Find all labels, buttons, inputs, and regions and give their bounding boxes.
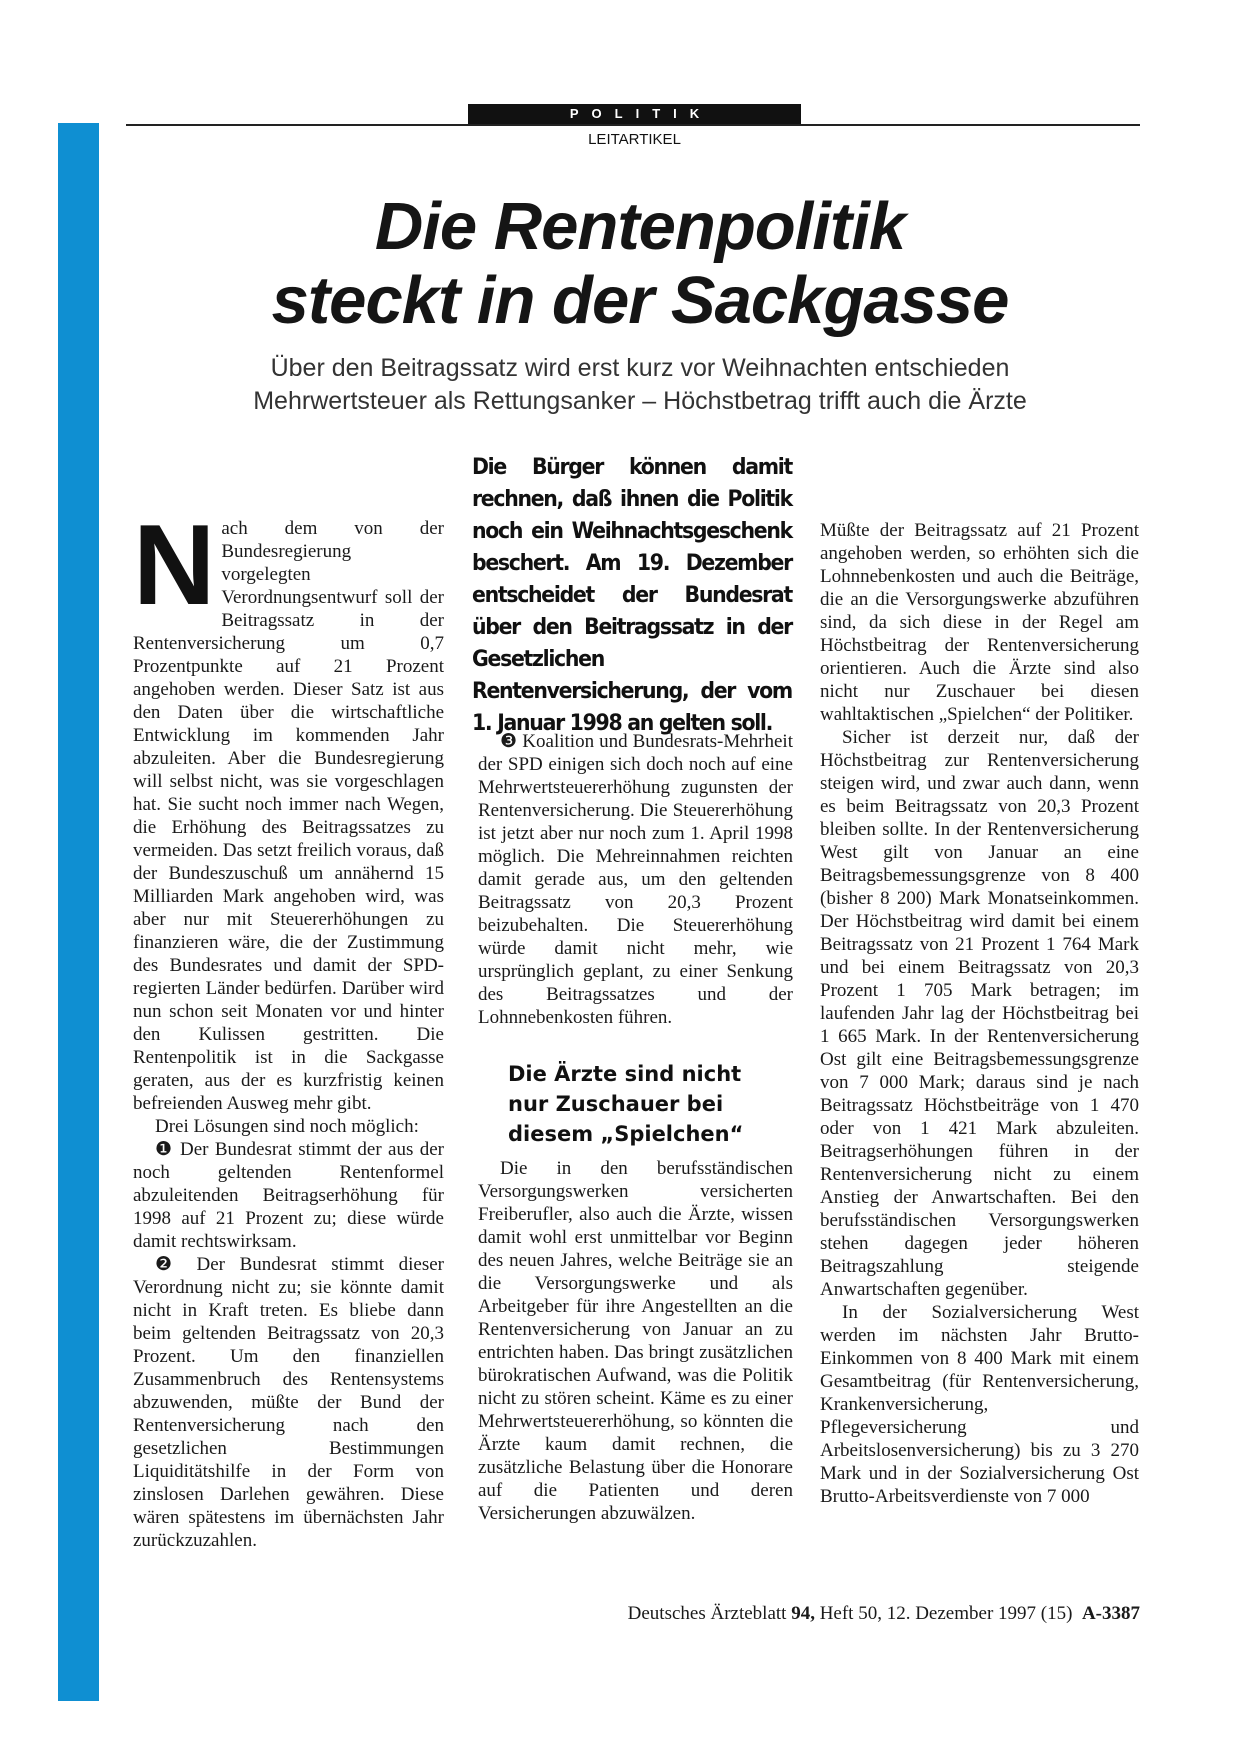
column-2	[478, 730, 793, 1525]
subtitle-line-1: Über den Beitragssatz wird erst kurz vor Weihnachten entschieden	[270, 354, 1010, 382]
paragraph-text: ach dem von der Bundesregierung vorgelegten Verordnungsentwurf soll der Beitragssatz in der Rentenversicherung um 0,7 Prozentpunkte auf 21 Prozent angehoben werden. Dieser Satz ist aus den Daten über die wirtschaftliche Entwicklung im kommenden Jahr abzuleiten. Aber die Bundesregierung will selbst nicht, was sie vorgeschlagen hat. Sie sucht noch immer nach Wegen, die Erhöhung des Beitragssatzes zu vermeiden. Das setzt freilich voraus, daß der Bundeszuschuß um annähernd 15 Milliarden Mark angehoben wird, was aber nur mit Steuererhöhungen zu finanzieren wäre, die der Zustimmung des Bundesrates und damit der SPD-regierten Länder bedürfen. Darüber wird nun schon seit Monaten vor und hinter den Kulissen gestritten. Die Rentenpolitik ist in die Sackgasse geraten, aus der es kurzfristig keinen befreienden Ausweg mehr gibt.	[133, 518, 444, 1114]
paragraph: In der Sozialversicherung West werden im nächsten Jahr Brutto-Einkommen von 8 400 Mark mit einem Gesamtbeitrag (für Rentenversicherung, Krankenversicherung, Pflegeversicherung und Arbeitslosenversicherung) bis zu 3 270 Mark und in der Sozialversicherung Ost Brutto-Arbeitsverdienste von 7 000	[820, 1302, 1139, 1507]
subheading-line-1: Die Ärzte sind nicht	[508, 1062, 742, 1086]
header-rule	[126, 124, 1140, 126]
journal-name: Deutsches Ärzteblatt	[627, 1603, 787, 1624]
section-label: POLITIK	[468, 104, 801, 124]
article-subtitle	[0, 352, 1240, 418]
lead-paragraph: Die Bürger können damit rechnen, daß ihnen die Politik noch ein Weihnachtsgeschenk beschert. Am 19. Dezember entscheidet der Bundesrat über den Beitragssatz in der Gesetzlichen Rentenversicherung, der vom 1. Januar 1998 an gelten soll.	[472, 455, 792, 736]
paragraph: Müßte der Beitragssatz auf 21 Prozent angehoben werden, so erhöhten sich die Lohnnebenkosten und auch die Beiträge, die an die Versorgungswerke abzuführen sind, da sich diese in der Regel am Höchstbeitrag der Rentenversicherung orientieren. Auch die Ärzte sind also nicht nur Zuschauer bei diesen wahltaktischen „Spielchen“ der Politiker.	[820, 520, 1139, 725]
article-title	[0, 190, 1240, 338]
subtitle-line-2: Mehrwertsteuer als Rettungsanker – Höchstbetrag trifft auch die Ärzte	[253, 387, 1027, 415]
paragraph: Drei Lösungen sind noch möglich:	[155, 1116, 419, 1137]
subsection-label: LEITARTIKEL	[588, 131, 681, 148]
drop-cap: N	[133, 502, 216, 629]
journal-issue: Heft 50, 12. Dezember 1997 (15)	[819, 1603, 1073, 1624]
title-line-2: steckt in der Sackgasse	[271, 263, 1009, 338]
paragraph: ❶ Der Bundesrat stimmt der aus der noch geltenden Rentenformel abzuleitenden Beitragserhöhung für 1998 auf 21 Prozent zu; diese würde damit rechtswirksam.	[133, 1139, 444, 1252]
column-1	[133, 502, 444, 1552]
column-3	[820, 519, 1139, 1508]
page-footer	[628, 1603, 1140, 1625]
subheading-line-2: nur Zuschauer bei	[508, 1092, 724, 1116]
paragraph: ❷ Der Bundesrat stimmt dieser Verordnung nicht zu; sie könnte damit nicht in Kraft treten. Es bliebe dann beim geltenden Beitragssatz von 20,3 Prozent. Um den finanziellen Zusammenbruch des Rentensystems abzuwenden, müßte der Bund der Rentenversicherung nach den gesetzlichen Bestimmungen Liquiditätshilfe in der Form von zinslosen Darlehen gewähren. Diese wären spätestens im übernächsten Jahr zurückzuzahlen.	[133, 1254, 444, 1551]
paragraph: Sicher ist derzeit nur, daß der Höchstbeitrag zur Rentenversicherung steigen wird, und zwar auch dann, wenn es beim Beitragssatz von 20,3 Prozent bleiben sollte. In der Rentenversicherung West gilt von Januar an eine Beitragsbemessungsgrenze von 8 400 (bisher 8 200) Mark Monatseinkommen. Der Höchstbeitrag wird damit bei einem Beitragssatz von 21 Prozent 1 764 Mark und bei einem Beitragssatz von 20,3 Prozent 1 705 Mark betragen; im laufenden Jahr lag der Höchstbeitrag bei 1 665 Mark. In der Rentenversicherung Ost gilt eine Beitragsbemessungsgrenze von 7 000 Mark; daraus sind je nach Beitragssatz Höchstbeiträge von 1 470 oder von 1 421 Mark abzuleiten. Beitragserhöhungen führen in der Rentenversicherung nicht zu einem Anstieg der Anwartschaften. Bei den berufsständischen Versorgungswerken stehen dagegen jeder höheren Beitragszahlung steigende Anwartschaften gegenüber.	[820, 727, 1139, 1300]
paragraph: ❸ Koalition und Bundesrats-Mehrheit der SPD einigen sich doch noch auf eine Mehrwertsteuererhöhung zugunsten der Rentenversicherung. Die Steuererhöhung ist jetzt aber nur noch zum 1. April 1998 möglich. Die Mehreinnahmen reichten damit gerade aus, um den geltenden Beitragssatz von 20,3 Prozent beizubehalten. Die Steuererhöhung würde damit nicht mehr, wie ursprünglich geplant, zu einer Senkung des Beitragssatzes und der Lohnnebenkosten führen.	[478, 731, 793, 1028]
subheading-line-3: diesem „Spielchen“	[508, 1122, 744, 1146]
page-number: A-3387	[1081, 1603, 1140, 1624]
paragraph	[133, 502, 444, 1115]
journal-volume: 94,	[791, 1603, 815, 1624]
paragraph: Die in den berufsständischen Versorgungswerken versicherten Freiberufler, also auch die Ärzte, wissen damit wohl erst unmittelbar vor Beginn des neuen Jahres, welche Beiträge sie an die Versorgungswerke und als Arbeitgeber für ihre Angestellten an die Rentenversicherung von Januar an zu entrichten haben. Das bringt zusätzlichen bürokratischen Aufwand, was die Politik nicht zu stören scheint. Käme es zu einer Mehrwertsteuererhöhung, so könnten die Ärzte kaum damit rechnen, die zusätzliche Belastung über die Honorare auf die Patienten und deren Versicherungen abzuwälzen.	[478, 1158, 793, 1524]
title-line-1: Die Rentenpolitik	[374, 189, 906, 264]
subheading	[508, 1059, 793, 1149]
